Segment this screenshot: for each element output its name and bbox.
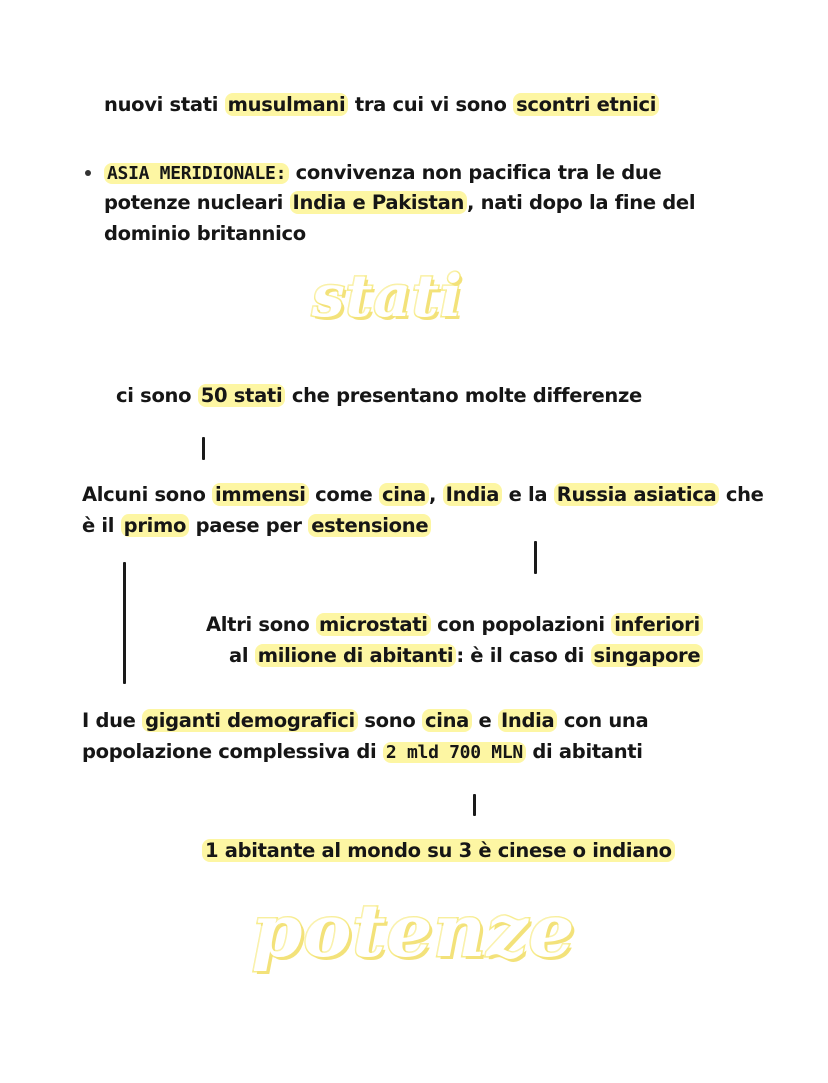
text-span: con una [557,709,649,732]
text-line-asia-meridionale [104,158,661,189]
text-line-popolazione [82,737,643,768]
highlight-50-stati: 50 stati [198,384,286,407]
text-span: ci sono [116,384,198,407]
bullet-dot [85,170,91,176]
highlight-immensi: immensi [212,483,309,506]
text-span: potenze nucleari [104,191,290,214]
connector-line-long [123,562,126,684]
text-line-altri [206,610,703,640]
highlight-microstati: microstati [316,613,431,636]
highlight-cina: cina [379,483,429,506]
highlight-primo: primo [121,514,189,537]
text-span: , nati dopo la fine del [467,191,696,214]
text-line-milione [229,641,703,671]
highlight-asia-meridionale: ASIA MERIDIONALE: [104,163,289,184]
text-span: , [429,483,443,506]
text-span: e la [502,483,554,506]
text-line-potenze-nucleari [104,188,695,218]
highlight-cina: cina [422,709,472,732]
text-span: tra cui vi sono [348,93,514,116]
highlight-india-pakistan: India e Pakistan [290,191,468,214]
text-line-alcuni [82,480,764,510]
highlight-estensione: estensione [308,514,431,537]
text-line-50-stati [116,381,642,411]
text-line-abitante [202,836,675,866]
text-span: I due [82,709,143,732]
text-span: di abitanti [525,740,643,763]
highlight-russia-asiatica: Russia asiatica [554,483,720,506]
text-span: Alcuni sono [82,483,213,506]
text-span: popolazione complessiva di [82,740,383,763]
connector-line [534,541,537,574]
text-line-dominio [104,219,306,249]
text-span: nuovi stati [104,93,225,116]
text-span: e [472,709,498,732]
text-span: Altri sono [206,613,316,636]
connector-line [202,437,205,460]
highlight-milione: milione di abitanti [255,644,457,667]
text-span: al [229,644,255,667]
highlight-india: India [498,709,557,732]
text-span: è il [82,514,121,537]
highlight-india: India [443,483,502,506]
highlight-scontri-etnici: scontri etnici [513,93,659,116]
highlight-musulmani: musulmani [225,93,349,116]
highlight-inferiori: inferiori [611,613,703,636]
text-span: : è il caso di [456,644,591,667]
text-line-musulmani [104,90,659,120]
text-span: che presentano molte differenze [285,384,642,407]
highlight-giganti-demografici: giganti demografici [142,709,358,732]
text-span: paese per [189,514,309,537]
text-span: dominio britannico [104,222,306,245]
text-span: che [719,483,764,506]
text-span: con popolazioni [430,613,612,636]
text-span: convivenza non pacifica tra le due [289,161,662,184]
text-line-giganti [82,706,648,736]
highlight-2-mld-700-mln: 2 mld 700 MLN [383,742,526,763]
heading-stati: stati [312,262,463,330]
text-line-primo [82,511,431,541]
connector-line [473,794,476,816]
heading-potenze: potenze [252,888,576,973]
text-span: sono [357,709,422,732]
text-span: come [308,483,379,506]
highlight-singapore: singapore [591,644,704,667]
highlight-1-abitante: 1 abitante al mondo su 3 è cinese o indiano [202,839,675,862]
